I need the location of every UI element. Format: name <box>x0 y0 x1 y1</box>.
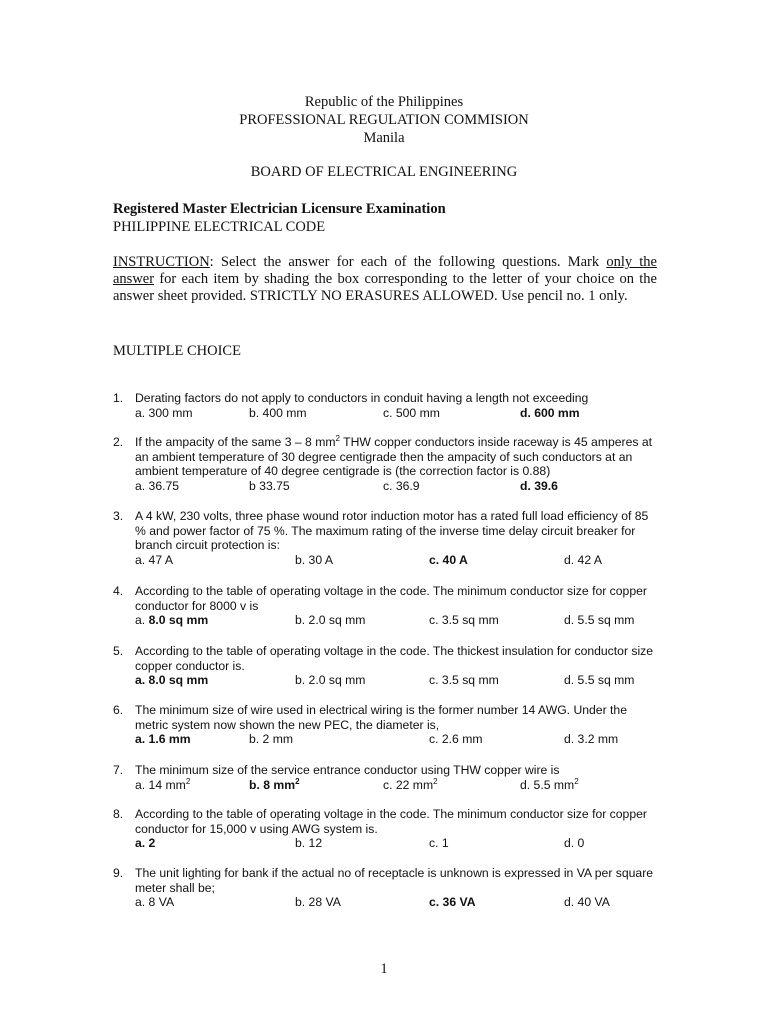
answer-options <box>135 895 660 910</box>
option-d: d. 5.5 $mm^2$ <box>520 776 579 792</box>
section-title: MULTIPLE CHOICE <box>113 343 241 359</box>
option-b: b. 8 $mm^2$ <box>249 776 300 792</box>
instruction-text-1: : Select the answer for each of the following questions. Mark <box>209 254 607 270</box>
option-c: c. 3.5 sq mm <box>429 673 499 687</box>
question-text: According to the table of operating voltage in the code. The minimum conductor size for copper conductor for 8000 v is <box>135 584 647 613</box>
option-d: d. 600 mm <box>520 405 580 420</box>
option-a: a. 47 A <box>135 552 173 567</box>
question-text: According to the table of operating voltage in the code. The thickest insulation for conductor size copper conductor is. <box>135 644 654 673</box>
option-d: d. 40 VA <box>564 895 610 909</box>
option-d: d. 3.2 mm <box>564 732 619 746</box>
instruction-underline-2: answer <box>113 271 155 287</box>
exam-subtitle: PHILIPPINE ELECTRICAL CODE <box>113 219 326 235</box>
question-number: 8. <box>113 807 124 821</box>
option-a: a. 8 VA <box>135 895 175 909</box>
answer-options <box>135 553 660 568</box>
answer-options <box>135 613 660 628</box>
question-text: Derating factors do not apply to conductors in conduit having a length not exceeding <box>135 391 589 405</box>
question-text: The minimum size of wire used in electrical wiring is the former number 14 AWG. Under the metric system now shown the new PEC, the diameter is, <box>135 703 627 732</box>
option-b: b. 12 <box>295 836 323 850</box>
answer-options <box>135 406 660 421</box>
option-a: a. 1.6 mm <box>135 732 191 746</box>
option-d: d. 42 A <box>564 552 602 567</box>
option-c: c. 22 $mm^2$ <box>383 776 438 792</box>
question-text: The minimum size of the service entrance conductor using THW copper wire is <box>135 763 560 777</box>
option-c: c. 36.9 <box>383 478 420 493</box>
board-title: BOARD OF ELECTRICAL ENGINEERING <box>250 164 518 180</box>
option-d: d. 39.6 <box>520 478 558 493</box>
option-a: a. 2 <box>135 836 156 850</box>
question-number: 1. <box>113 391 124 405</box>
option-c: c. 2.6 mm <box>429 732 483 746</box>
question-number: 3. <box>113 509 124 523</box>
answer-options <box>135 778 660 793</box>
option-a: a. 8.0 sq mm <box>135 613 209 627</box>
option-b: b. 2.0 sq mm <box>295 613 366 627</box>
option-c: c. 36 VA <box>429 895 476 909</box>
answer-options <box>135 836 660 851</box>
question-number: 9. <box>113 866 124 880</box>
option-b: b. 28 VA <box>295 895 341 909</box>
option-d: d. 5.5 sq mm <box>564 613 635 627</box>
option-a: a. 14 $mm^2$ <box>135 776 191 792</box>
document-header <box>0 93 768 147</box>
option-c: c. 1 <box>429 836 449 850</box>
question-text: According to the table of operating voltage in the code. The minimum conductor size for copper conductor for 15,000 v using AWG system is. <box>135 807 647 836</box>
header-republic: Republic of the Philippines <box>304 94 464 110</box>
answer-options <box>135 479 660 494</box>
option-b: b. 30 A <box>295 552 333 567</box>
question-text: A 4 kW, 230 volts, three phase wound rotor induction motor has a rated full load efficiency of 85 % and power factor of 75 %. The maximum rating of the inverse time delay circuit breaker for branch circuit protection is: <box>135 509 649 552</box>
instruction-underline-1: only the <box>606 254 657 270</box>
option-d: d. 5.5 sq mm <box>564 673 635 687</box>
page-number: 1 <box>380 961 388 977</box>
option-a: a. 8.0 sq mm <box>135 673 209 687</box>
question-text: The unit lighting for bank if the actual no of receptacle is unknown is expressed in VA per square meter shall be; <box>135 866 654 895</box>
question-number: 2. <box>113 435 124 449</box>
question-number: 5. <box>113 644 124 658</box>
question-text: If the ampacity of the same 3 – 8 $mm^2$ THW copper conductors inside raceway is 45 amperes at an ambient temperature of 30 degree centigrade then the ampacity of such conductors at an ambient temperature of 40 degree centigrade is (the correction factor is 0.88) <box>135 433 653 478</box>
header-commission: PROFESSIONAL REGULATION COMMISION <box>239 112 529 128</box>
option-b: b. 2 mm <box>249 732 294 746</box>
answer-options <box>135 673 660 688</box>
question-number: 7. <box>113 763 124 777</box>
option-c: c. 40 A <box>429 552 468 567</box>
exam-heading <box>113 200 446 236</box>
exam-title: Registered Master Electrician Licensure Examination <box>113 201 446 217</box>
option-c: c. 3.5 sq mm <box>429 613 499 627</box>
option-b: b. 400 mm <box>249 405 307 420</box>
option-a: a. 36.75 <box>135 478 180 493</box>
option-c: c. 500 mm <box>383 405 440 420</box>
option-b: b 33.75 <box>249 478 290 493</box>
instruction-paragraph <box>113 254 657 305</box>
instruction-text-2: for each item by shading the box corresponding to the letter of your choice on the answer sheet provided. STRICTLY NO ERASURES ALLOWED. Use pencil no. 1 only. <box>113 271 657 304</box>
question-number: 4. <box>113 584 124 598</box>
instruction-label: INSTRUCTION <box>113 254 210 270</box>
answer-options <box>135 732 660 747</box>
option-d: d. 0 <box>564 836 585 850</box>
header-city: Manila <box>363 130 405 146</box>
option-b: b. 2.0 sq mm <box>295 673 366 687</box>
question-number: 6. <box>113 703 124 717</box>
option-a: a. 300 mm <box>135 405 193 420</box>
